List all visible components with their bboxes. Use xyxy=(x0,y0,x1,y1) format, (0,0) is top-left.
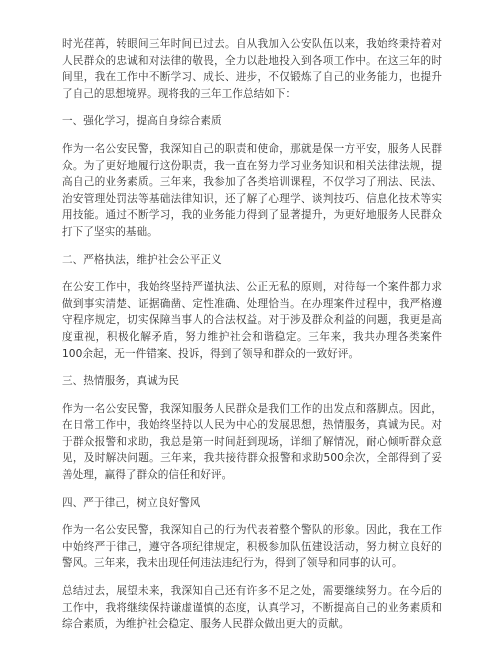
section-heading: 三、热情服务，真诚为民 xyxy=(62,375,180,388)
conclusion-paragraph: 总结过去，展望未来，我深知自己还有许多不足之处，需要继续努力。在今后的工作中，我将继续保持谦虚谨慎的态度，认真学习，不断提高自己的业务素质和综合素质，为维护社会稳定、服务人民群众做出更大的贡献。 xyxy=(62,585,442,631)
section-paragraph: 作为一名公安民警，我深知服务人民群众是我们工作的出发点和落脚点。因此，在日常工作中，我始终坚持以人民为中心的发展思想，热情服务，真诚为民。对于群众报警和求助，我总是第一时间赶到现场，详细了解情况，耐心倾听群众意见，及时解决问题。三年来，我共接待群众报警和求助500余次，全部得到了妥善处理，赢得了群众的信任和好评。 xyxy=(62,402,442,482)
section-heading: 一、强化学习，提高自身综合素质 xyxy=(62,115,222,128)
section-paragraph: 在公安工作中，我始终坚持严谨执法、公正无私的原则，对待每一个案件都力求做到事实清楚、证据确凿、定性准确、处理恰当。在办理案件过程中，我严格遵守程序规定，切实保障当事人的合法权益。对于涉及群众利益的问题，我更是高度重视，积极化解矛盾，努力维护社会和谐稳定。三年来，我共办理各类案件100余起，无一件错案、投诉，得到了领导和群众的一致好评。 xyxy=(62,281,442,360)
section-paragraph: 作为一名公安民警，我深知自己的行为代表着整个警队的形象。因此，我在工作中始终严于律己，遵守各项纪律规定，积极参加队伍建设活动，努力树立良好的警风。三年来，我未出现任何违法违纪行为，得到了领导和同事的认可。 xyxy=(62,524,442,570)
section-paragraph: 作为一名公安民警，我深知自己的职责和使命，那就是保一方平安，服务人民群众。为了更好地履行这份职责，我一直在努力学习业务知识和相关法律法规，提高自己的业务素质。三年来，我参加了各类培训课程，不仅学习了刑法、民法、治安管理处罚法等基础法律知识，还了解了心理学、谈判技巧、信息化技术等实用技能。通过不断学习，我的业务能力得到了显著提升，为更好地服务人民群众打下了坚实的基础。 xyxy=(62,142,442,238)
section-heading: 二、严格执法，维护社会公平正义 xyxy=(62,253,222,266)
intro-paragraph: 时光荏苒，转眼间三年时间已过去。自从我加入公安队伍以来，我始终秉持着对人民群众的忠诚和对法律的敬畏，全力以赴地投入到各项工作中。在这三年的时间里，我在工作中不断学习、成长、进步，不仅锻炼了自己的业务能力，也提升了自己的思想境界。现将我的三年工作总结如下： xyxy=(62,38,442,100)
document-body xyxy=(62,36,442,644)
section-heading: 四、严于律己，树立良好警风 xyxy=(62,496,201,509)
